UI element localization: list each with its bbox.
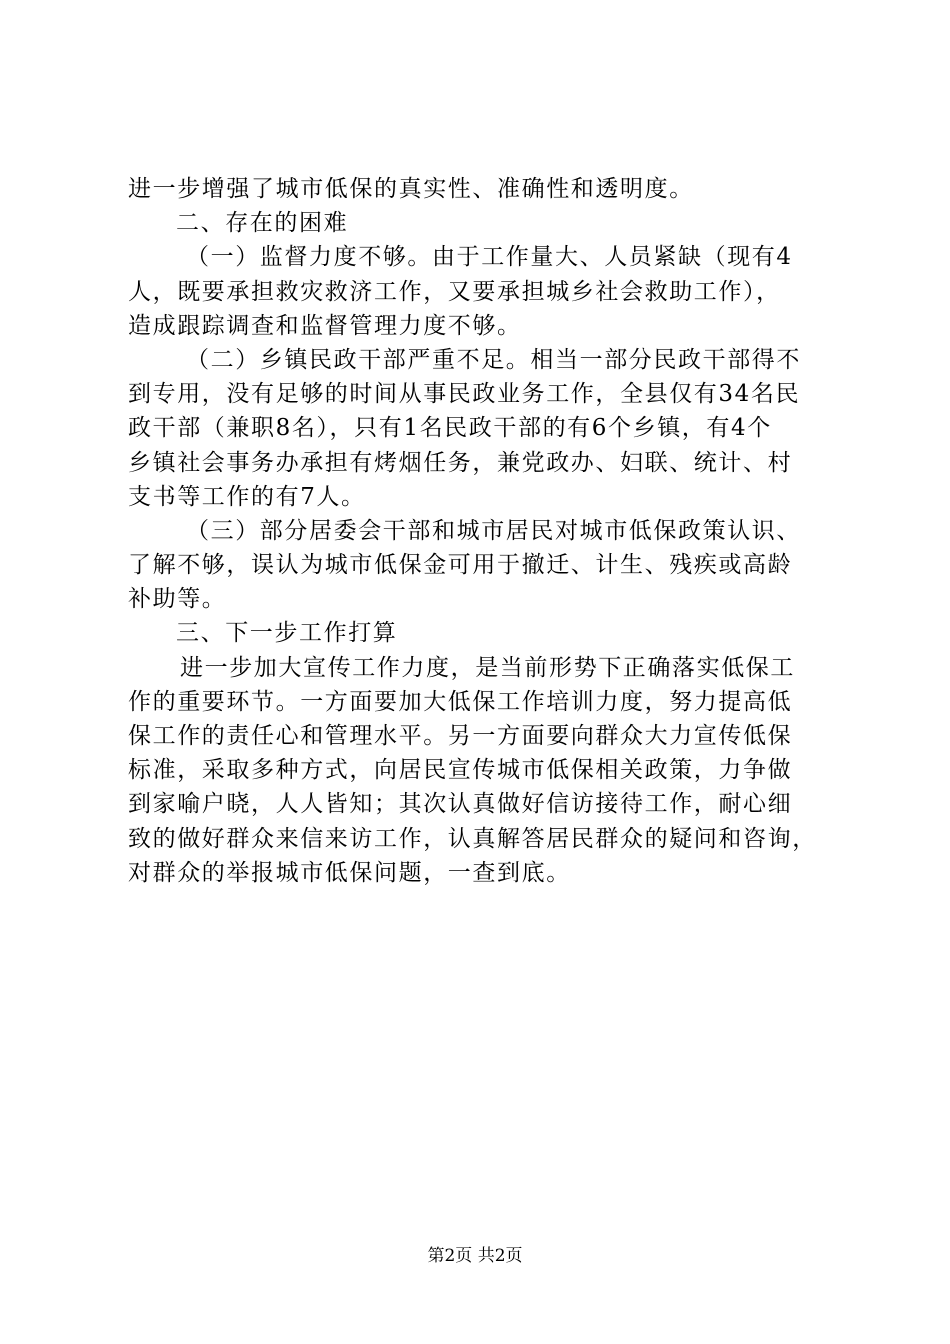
text-line: 人，既要承担救灾救济工作，又要承担城乡社会救助工作）， (128, 278, 781, 305)
section-heading: 二、存在的困难 (176, 210, 349, 237)
text-line: 标准，采取多种方式，向居民宣传城市低保相关政策，力争做 (128, 757, 793, 784)
text-line: 对群众的举报城市低保问题，一查到底。 (128, 859, 571, 886)
document-body (128, 172, 840, 890)
text-line: 作的重要环节。一方面要加大低保工作培训力度，努力提高低 (128, 688, 793, 715)
text-line: 乡镇社会事务办承担有烤烟任务，兼党政办、妇联、统计、村 (128, 449, 793, 476)
text-line: 了解不够，误认为城市低保金可用于撤迁、计生、残疾或高龄 (128, 552, 793, 579)
text-line: 支书等工作的有7人。 (128, 483, 366, 510)
text-line: （一）监督力度不够。由于工作量大、人员紧缺（现有4 (186, 244, 793, 271)
page-footer: 第2页 共2页 (427, 1246, 523, 1266)
section-heading: 三、下一步工作打算 (176, 620, 398, 647)
text-line: （三）部分居委会干部和城市居民对城市低保政策认识、 (186, 517, 801, 544)
text-line: 造成跟踪调查和监督管理力度不够。 (128, 312, 522, 339)
text-line: 到家喻户晓，人人皆知；其次认真做好信访接待工作，耐心细 (128, 791, 793, 818)
text-line: 进一步增强了城市低保的真实性、准确性和透明度。 (128, 176, 694, 202)
text-line: 进一步加大宣传工作力度，是当前形势下正确落实低保工 (180, 654, 795, 681)
text-line: 致的做好群众来信来访工作，认真解答居民群众的疑问和咨询， (128, 825, 817, 852)
text-line: 保工作的责任心和管理水平。另一方面要向群众大力宣传低保 (128, 723, 793, 749)
text-line: 政干部（兼职8名），只有1名民政干部的有6个乡镇，有4个 (128, 415, 772, 442)
text-line: （二）乡镇民政干部严重不足。相当一部分民政干部得不 (186, 346, 801, 373)
text-line: 到专用，没有足够的时间从事民政业务工作，全县仅有34名民 (128, 381, 801, 408)
text-line: 补助等。 (128, 586, 227, 613)
